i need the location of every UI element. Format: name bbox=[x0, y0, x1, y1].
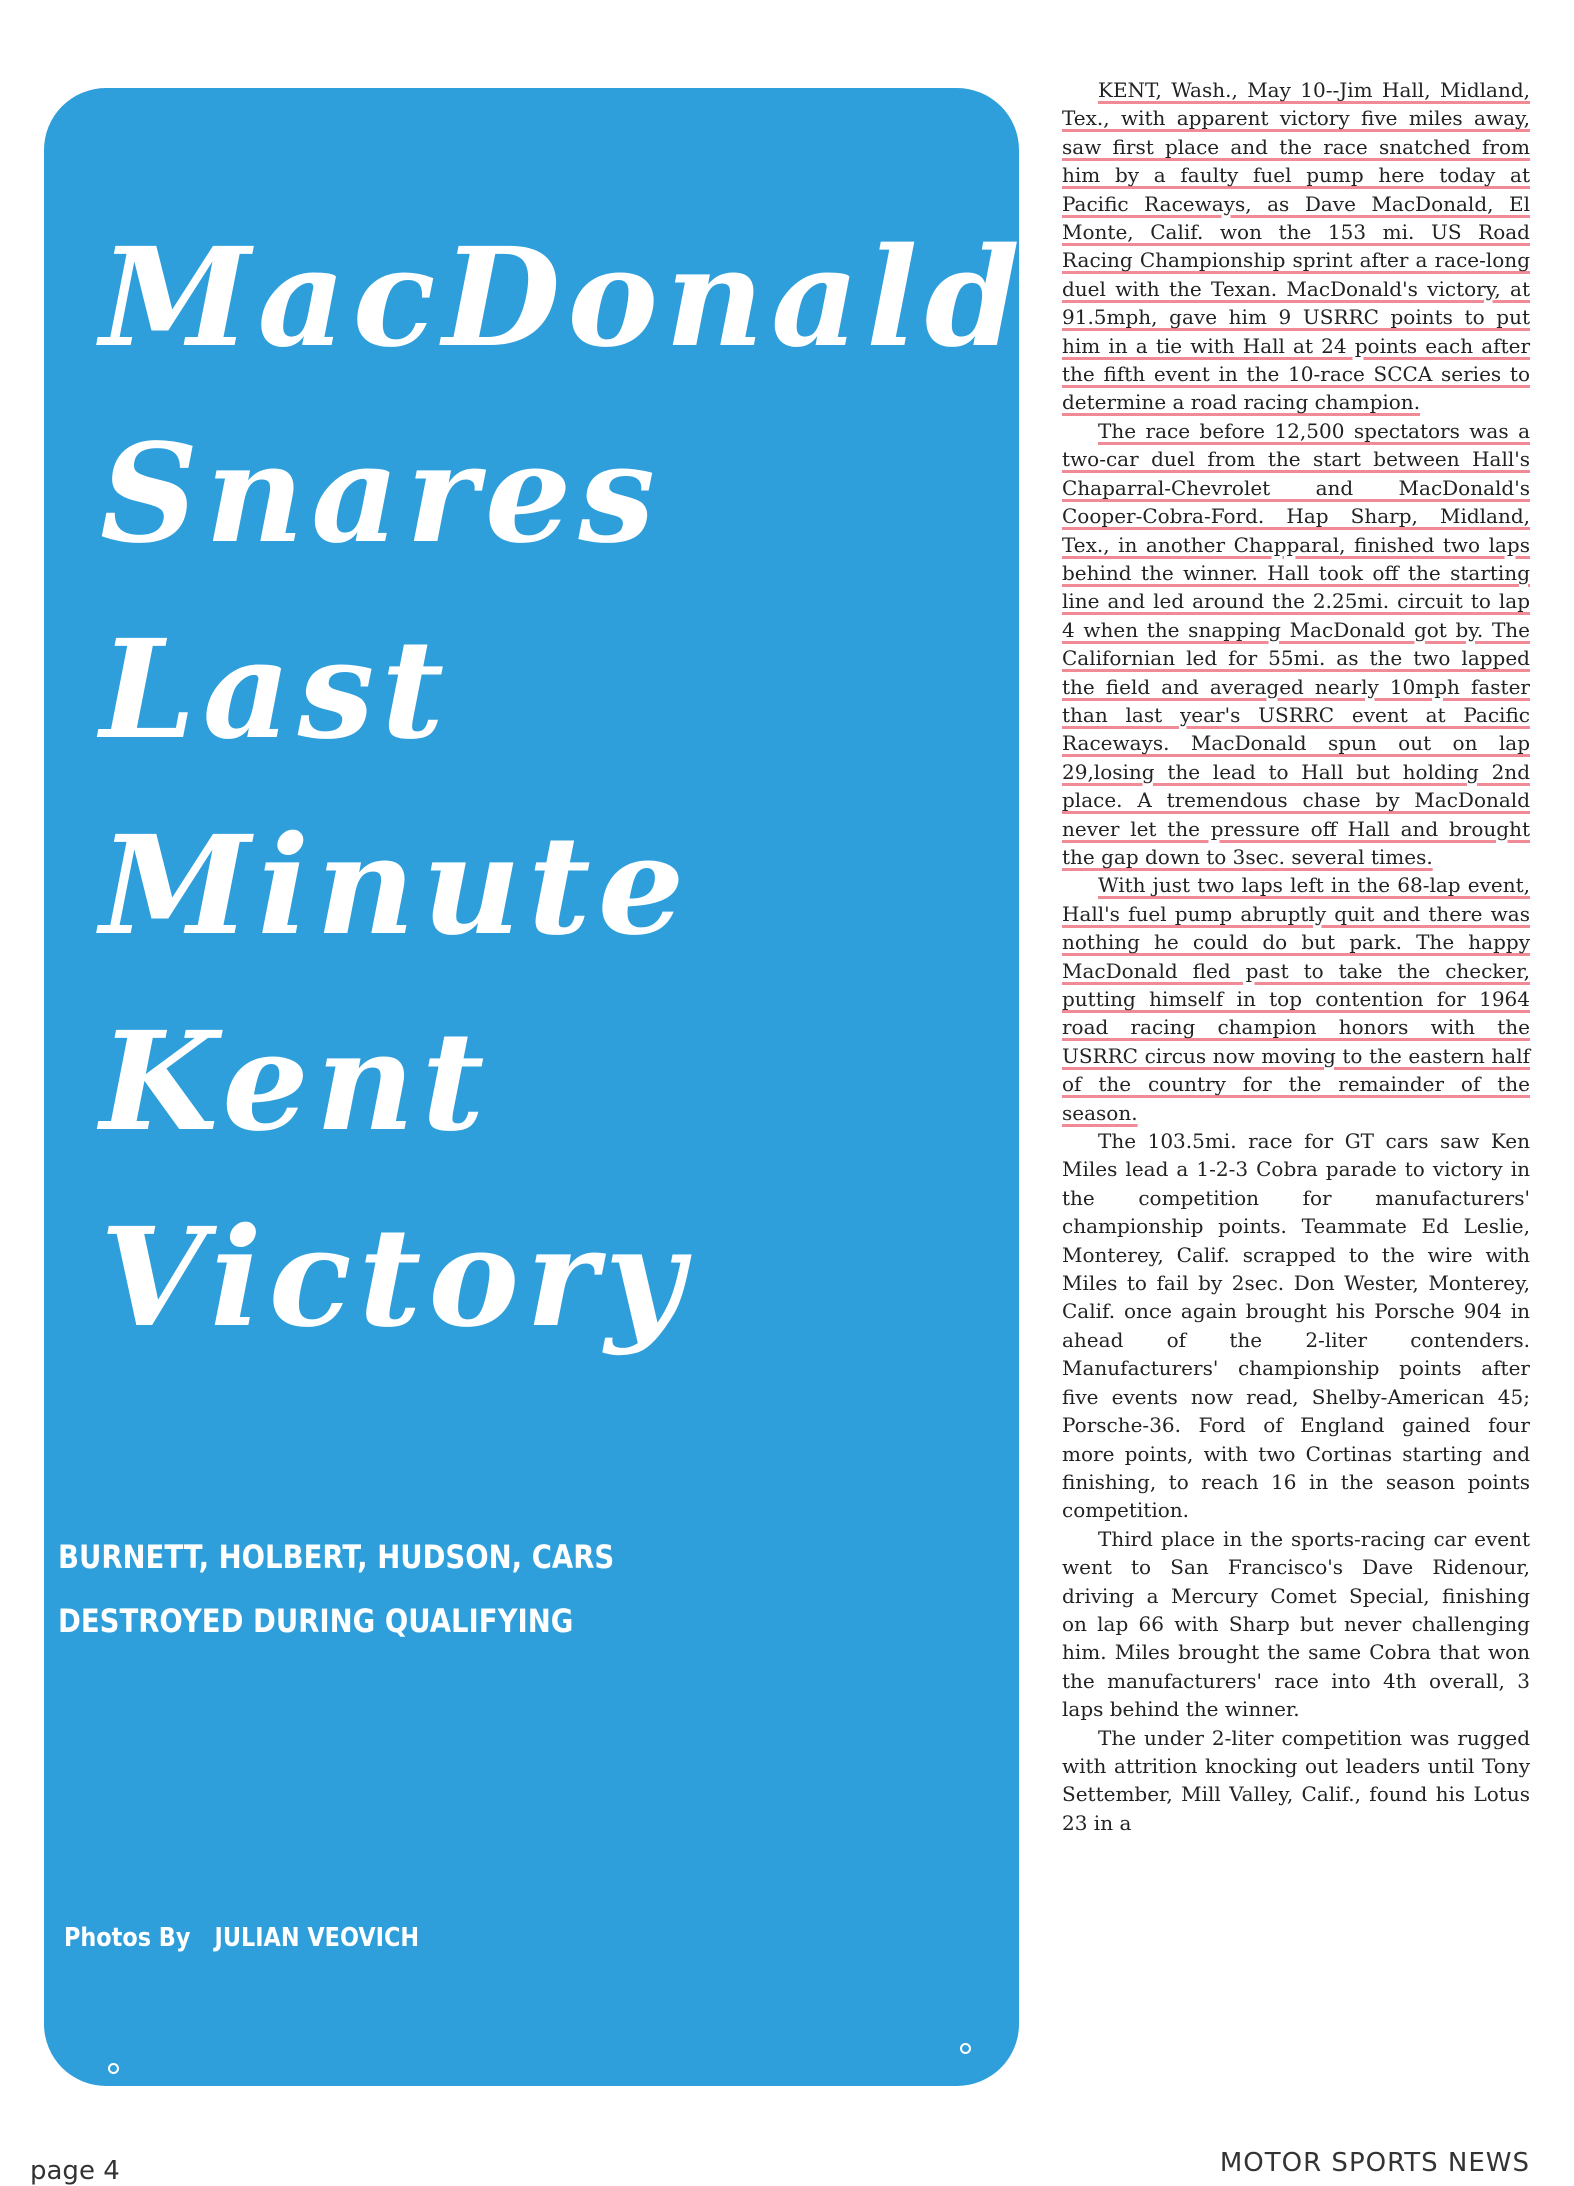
article-paragraph bbox=[1062, 76, 1530, 417]
subheadline-line: DESTROYED DURING QUALIFYING bbox=[58, 1602, 574, 1640]
headline-line: Minute bbox=[100, 806, 692, 966]
page-number: page 4 bbox=[30, 2156, 120, 2186]
headline-line: Last bbox=[100, 610, 452, 770]
publication-name: MOTOR SPORTS NEWS bbox=[1219, 2148, 1530, 2178]
headline-line: Snares bbox=[100, 414, 662, 574]
panel-rivet-left bbox=[108, 2063, 119, 2074]
article-paragraph bbox=[1062, 417, 1530, 872]
article-paragraph: Third place in the sports-racing car event went to San Francisco's Dave Ridenour, driving a Mercury Comet Special, finishing on lap 66 with Sharp but never challenging him. Miles brought the same Cobra that won the manufacturers' race into 4th overall, 3 laps behind the winner. bbox=[1062, 1526, 1530, 1722]
highlighted-text: The race before 12,500 spectators was a two-car duel from the start between Hall's Chaparral-Chevrolet and MacDonald's Cooper-Cobra-Ford. Hap Sharp, Midland, Tex., in another Chapparal, finished two laps behind the winner. Hall took off the starting line and led around the 2.25mi. circuit to lap 4 when the snapping MacDonald got by. The Californian led for 55mi. as the two lapped the field and averaged nearly 10mph faster than last year's USRRC event at Pacific Raceways. MacDonald spun out on lap 29,losing the lead to Hall but holding 2nd place. A tremendous chase by MacDonald never let the pressure off Hall and brought the gap down to 3sec. several times. bbox=[1062, 418, 1530, 869]
panel-rivet-right bbox=[960, 2043, 971, 2054]
article-paragraph: The 103.5mi. race for GT cars saw Ken Miles lead a 1-2-3 Cobra parade to victory in the competition for manufacturers' championship points. Teammate Ed Leslie, Monterey, Calif. scrapped to the wire with Miles to fail by 2sec. Don Wester, Monterey, Calif. once again brought his Porsche 904 in ahead of the 2-liter contenders. Manufacturers' championship points after five events now read, Shelby-American 45; Porsche-36. Ford of England gained four more points, with two Cortinas starting and finishing, to reach 16 in the season points competition. bbox=[1062, 1129, 1530, 1523]
subheadline-line: BURNETT, HOLBERT, HUDSON, CARS bbox=[58, 1538, 615, 1576]
photo-credit-label: Photos By bbox=[64, 1923, 191, 1953]
highlighted-text: KENT, Wash., May 10--Jim Hall, Midland, Tex., with apparent victory five miles away, saw first place and the race snatched from him by a faulty fuel pump here today at Pacific Raceways, as Dave MacDonald, El Monte, Calif. won the 153 mi. US Road Racing Championship sprint after a race-long duel with the Texan. MacDonald's victory, at 91.5mph, gave him 9 USRRC points to put him in a tie with Hall at 24 points each after the fifth event in the 10-race SCCA series to determine a road racing champion. bbox=[1062, 78, 1530, 415]
highlighted-text: With just two laps left in the 68-lap event, Hall's fuel pump abruptly quit and there was nothing he could do but park. The happy MacDonald fled past to take the checker, putting himself in top contention for 1964 road racing champion honors with the USRRC circus now moving to the eastern half of the country for the remainder of the season. bbox=[1062, 873, 1530, 1125]
article-paragraph bbox=[1062, 871, 1530, 1127]
headline-line: Kent bbox=[100, 1002, 492, 1162]
headline-line: Victory bbox=[100, 1198, 691, 1358]
headline-line: MacDonald bbox=[100, 218, 1027, 378]
article-paragraph: The under 2-liter competition was rugged with attrition knocking out leaders until Tony Settember, Mill Valley, Calif., found his Lotus 23 in a bbox=[1062, 1725, 1530, 1835]
headline bbox=[100, 200, 1027, 1376]
photo-credit bbox=[64, 1923, 419, 1953]
article-body bbox=[1062, 76, 1530, 1837]
photographer-name: JULIAN VEOVICH bbox=[214, 1923, 420, 1953]
subheadline bbox=[58, 1525, 614, 1653]
